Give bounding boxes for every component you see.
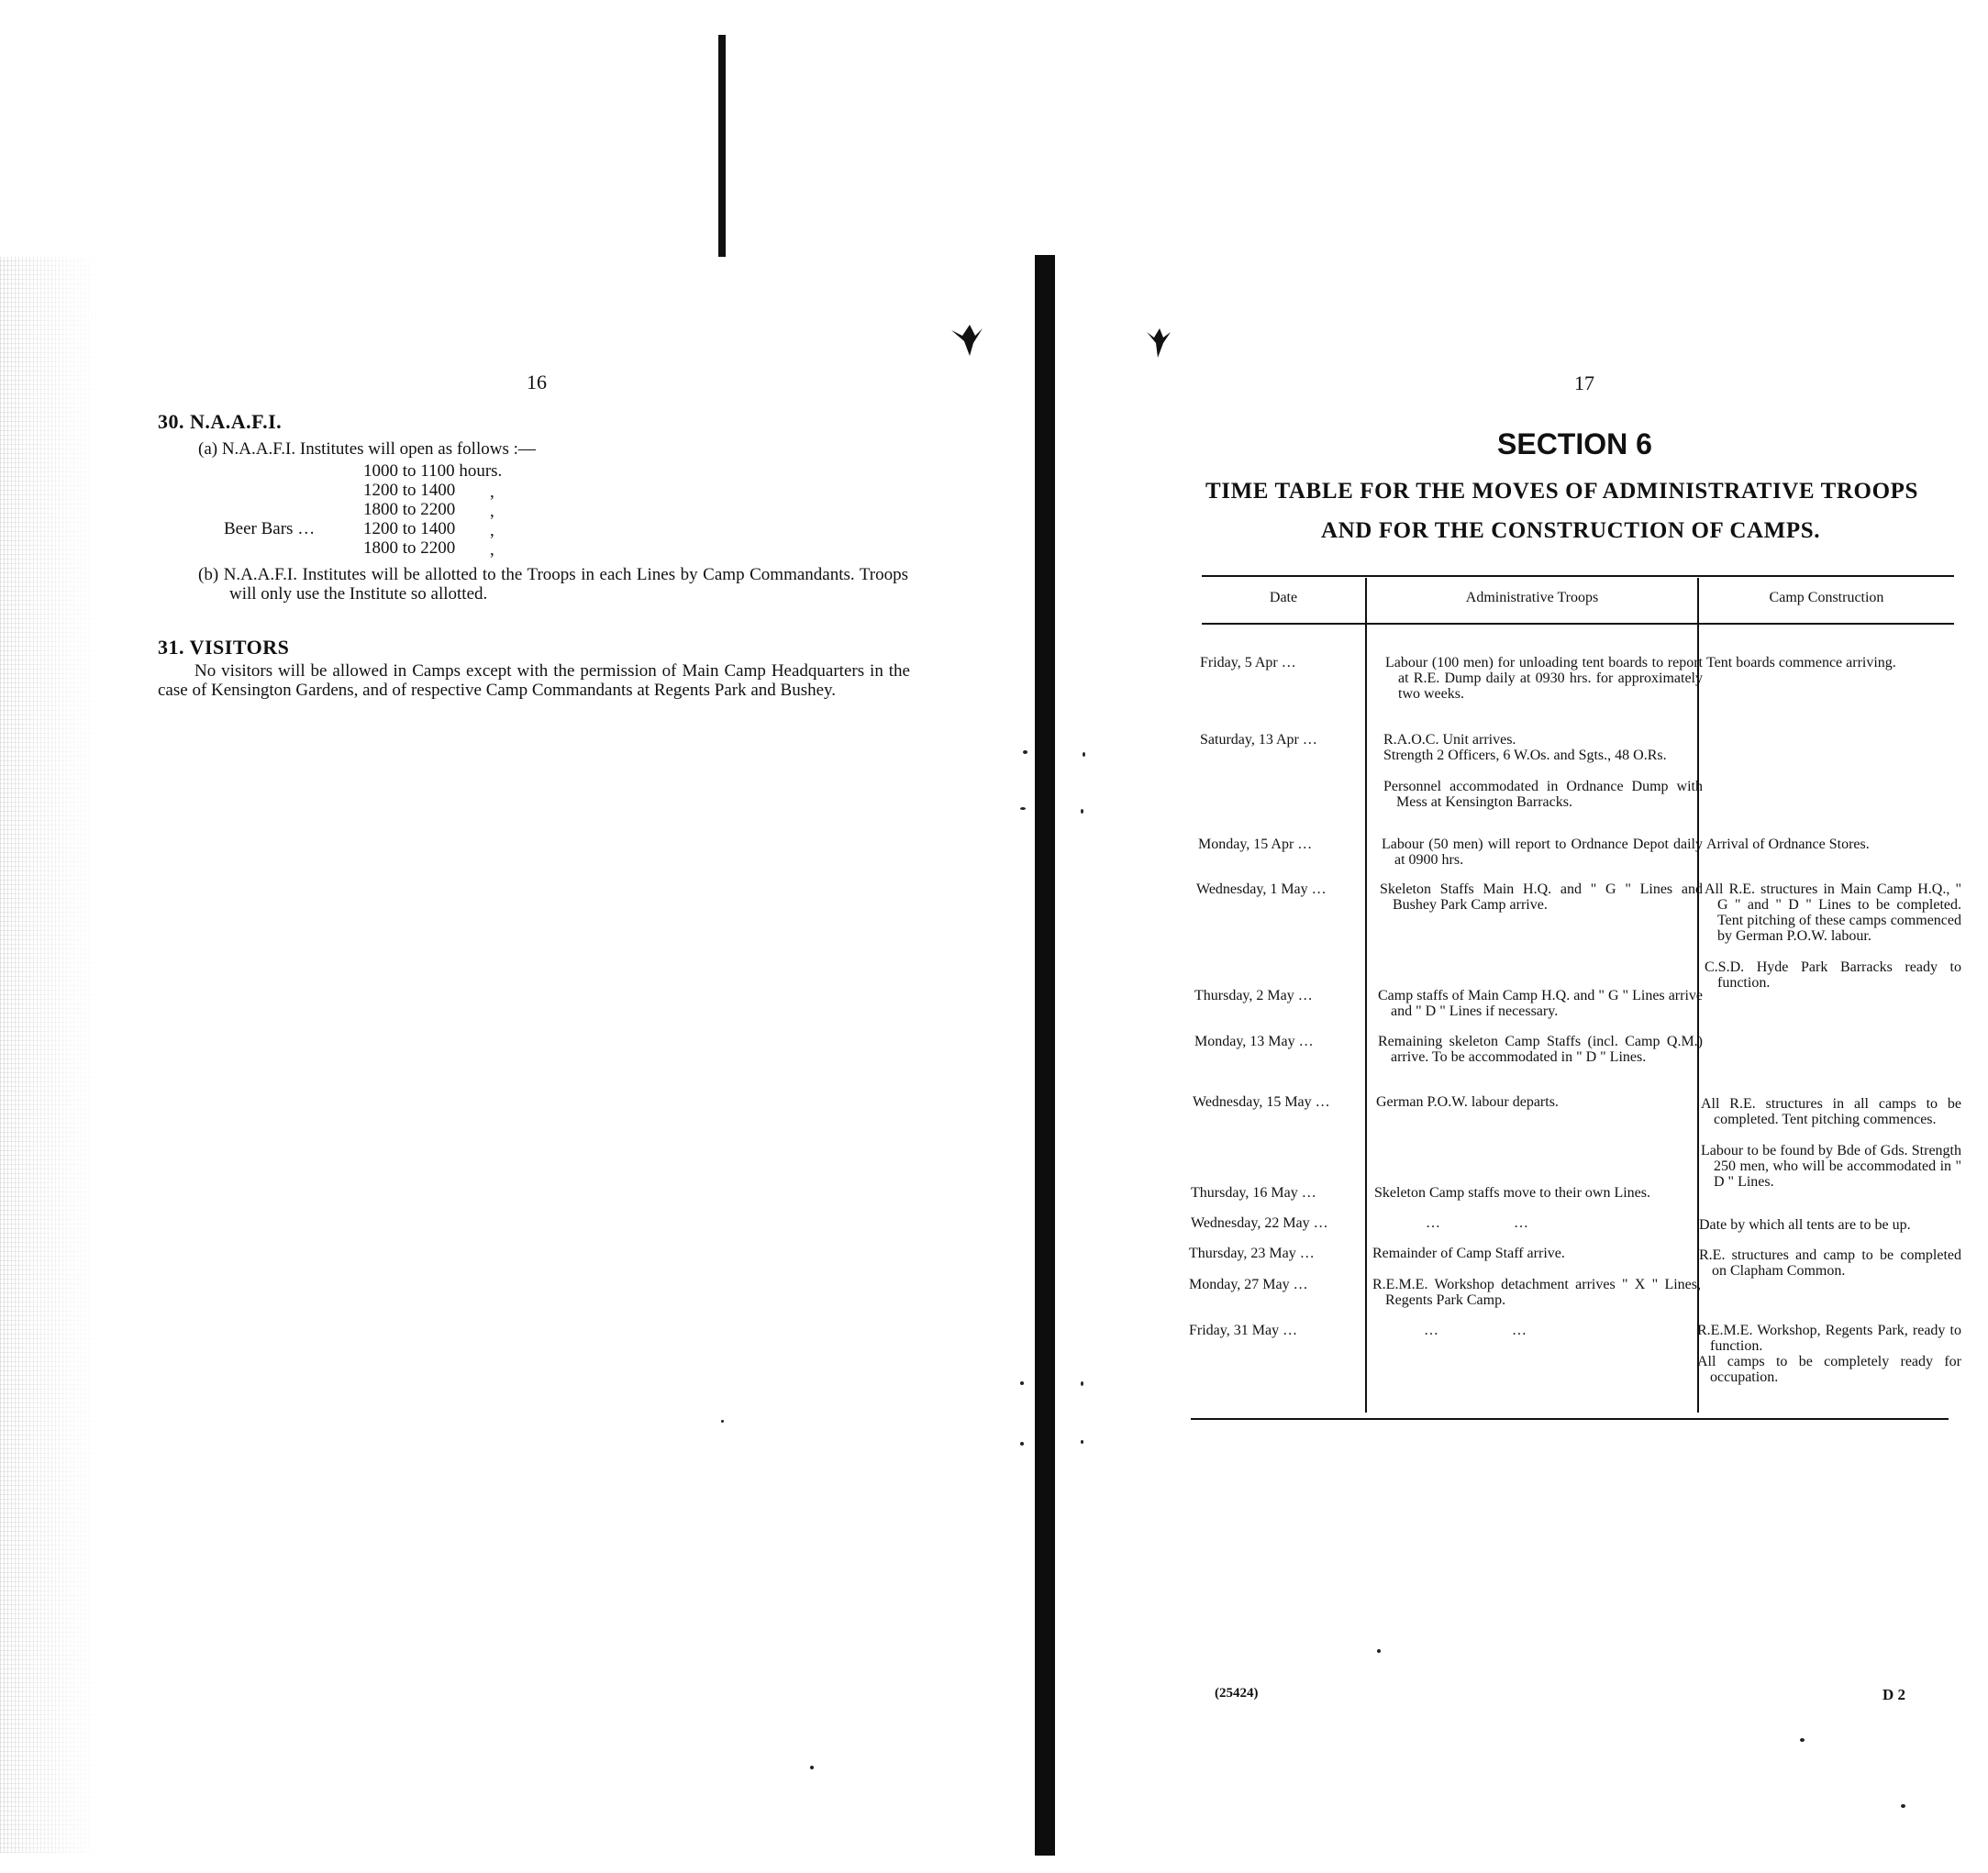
column-header-construction: Camp Construction xyxy=(1769,590,1884,605)
hours-time: 1800 to 2200 xyxy=(363,538,456,558)
scan-speck xyxy=(1020,807,1026,810)
date-cell: Saturday, 13 Apr … xyxy=(1200,732,1317,748)
troops-cell: Strength 2 Officers, 6 W.Os. and Sgts., 48 O.Rs. xyxy=(1383,748,1667,763)
hours-row xyxy=(224,519,554,538)
date-cell: Monday, 27 May … xyxy=(1189,1277,1308,1292)
print-code: (25424) xyxy=(1215,1686,1259,1701)
hours-row xyxy=(224,461,554,481)
naafi-intro: (a) N.A.A.F.I. Institutes will open as follows :— xyxy=(198,439,536,459)
date-cell: Thursday, 23 May … xyxy=(1189,1246,1315,1261)
construction-cell: All camps to be completely ready for occupation. xyxy=(1697,1354,1961,1385)
signature-mark: D 2 xyxy=(1882,1686,1906,1703)
troops-cell: … … xyxy=(1424,1323,1527,1338)
column-header-troops: Administrative Troops xyxy=(1465,590,1599,605)
troops-cell: Labour (100 men) for unloading tent boards to report at R.E. Dump daily at 0930 hrs. for approximately two weeks. xyxy=(1385,655,1703,702)
troops-cell: Camp staffs of Main Camp H.Q. and " G " Lines arrive and " D " Lines if necessary. xyxy=(1378,988,1703,1019)
page-number-left: 16 xyxy=(527,371,547,393)
section-title: SECTION 6 xyxy=(1497,427,1652,460)
binding-clip-icon xyxy=(1145,327,1172,360)
troops-cell: Labour (50 men) will report to Ordnance Depot daily at 0900 hrs. xyxy=(1382,837,1703,868)
construction-cell: R.E. structures and camp to be completed on Clapham Common. xyxy=(1699,1247,1961,1279)
construction-cell: All R.E. structures in all camps to be completed. Tent pitching commences. xyxy=(1701,1096,1961,1127)
ditto-mark: , xyxy=(490,482,494,502)
scan-speck xyxy=(1800,1738,1805,1742)
troops-cell: Personnel accommodated in Ordnance Dump with Mess at Kensington Barracks. xyxy=(1383,779,1703,810)
ditto-mark: , xyxy=(490,521,494,540)
hours-row xyxy=(224,500,554,519)
column-header-date: Date xyxy=(1269,590,1298,605)
hours-time: 1200 to 1400 xyxy=(363,481,456,500)
column-divider xyxy=(1365,578,1367,1413)
date-cell: Thursday, 16 May … xyxy=(1191,1185,1316,1201)
scan-speck xyxy=(1081,1381,1083,1386)
scan-speck xyxy=(1020,1442,1024,1446)
scan-edge-noise xyxy=(0,257,101,1853)
scan-speck xyxy=(810,1766,814,1769)
scan-speck xyxy=(1023,750,1027,754)
construction-cell: C.S.D. Hyde Park Barracks ready to function. xyxy=(1705,959,1961,991)
troops-cell: … … xyxy=(1426,1215,1528,1231)
book-spine xyxy=(1035,255,1055,1856)
scan-speck xyxy=(1020,1381,1024,1385)
table-title-line1: TIME TABLE FOR THE MOVES OF ADMINISTRATIVE TROOPS xyxy=(1205,479,1918,504)
construction-cell: Labour to be found by Bde of Gds. Strength 250 men, who will be accommodated in " D " Lines. xyxy=(1701,1143,1961,1190)
construction-cell: All R.E. structures in Main Camp H.Q., " G " and " D " Lines to be completed. Tent pitching of these camps commenced by German P.O.W. labour. xyxy=(1705,881,1961,944)
visitors-paragraph: No visitors will be allowed in Camps except with the permission of Main Camp Headquarters in the case of Kensington Gardens, and of respective Camp Commandants at Regents Park and Bushey. xyxy=(158,661,910,700)
hours-row xyxy=(224,538,554,558)
date-cell: Friday, 5 Apr … xyxy=(1200,655,1296,671)
hours-row xyxy=(224,481,554,500)
troops-cell: Skeleton Staffs Main H.Q. and " G " Lines and Bushey Park Camp arrive. xyxy=(1380,881,1703,913)
ditto-mark: , xyxy=(490,540,494,560)
troops-cell: German P.O.W. labour departs. xyxy=(1376,1094,1559,1110)
hours-time: 1200 to 1400 xyxy=(363,519,456,538)
construction-cell: Arrival of Ordnance Stores. xyxy=(1706,837,1870,852)
page-number-right: 17 xyxy=(1574,371,1594,394)
visitors-heading: 31. VISITORS xyxy=(158,636,290,659)
date-cell: Monday, 15 Apr … xyxy=(1198,837,1313,852)
date-cell: Thursday, 2 May … xyxy=(1194,988,1313,1003)
naafi-paragraph-b: (b) N.A.A.F.I. Institutes will be allotted to the Troops in each Lines by Camp Commandants. Troops will only use the Institute so allotted. xyxy=(198,565,908,604)
date-cell: Friday, 31 May … xyxy=(1189,1323,1298,1338)
table-bottom-rule xyxy=(1191,1418,1949,1420)
scan-speck xyxy=(1081,1440,1083,1444)
date-cell: Wednesday, 1 May … xyxy=(1196,881,1327,897)
troops-cell: Skeleton Camp staffs move to their own Lines. xyxy=(1374,1185,1650,1201)
date-cell: Monday, 13 May … xyxy=(1194,1034,1314,1049)
table-title-line2: AND FOR THE CONSTRUCTION OF CAMPS. xyxy=(1321,518,1821,543)
hours-time: 1800 to 2200 xyxy=(363,500,456,519)
construction-cell: R.E.M.E. Workshop, Regents Park, ready to function. xyxy=(1697,1323,1961,1354)
binding-clip-icon xyxy=(950,321,984,358)
table-top-rule xyxy=(1202,575,1954,577)
scan-speck xyxy=(721,1420,724,1423)
hours-label: Beer Bars … xyxy=(224,519,316,538)
troops-cell: Remaining skeleton Camp Staffs (incl. Camp Q.M.) arrive. To be accommodated in " D " Lines. xyxy=(1378,1034,1703,1065)
scan-speck xyxy=(1081,809,1083,814)
date-cell: Wednesday, 15 May … xyxy=(1193,1094,1330,1110)
ditto-mark: , xyxy=(490,502,494,521)
troops-cell: R.E.M.E. Workshop detachment arrives " X " Lines, Regents Park Camp. xyxy=(1372,1277,1701,1308)
table-header-rule xyxy=(1202,623,1954,625)
scan-speck xyxy=(1083,752,1085,757)
hours-time: 1000 to 1100 hours. xyxy=(363,461,503,481)
scan-speck xyxy=(1377,1649,1381,1653)
troops-cell: Remainder of Camp Staff arrive. xyxy=(1372,1246,1565,1261)
scan-artifact-bar xyxy=(718,35,726,257)
date-cell: Wednesday, 22 May … xyxy=(1191,1215,1328,1231)
construction-cell: Tent boards commence arriving. xyxy=(1706,655,1896,671)
naafi-heading: 30. N.A.A.F.I. xyxy=(158,410,283,433)
scan-speck xyxy=(1901,1804,1905,1808)
construction-cell: Date by which all tents are to be up. xyxy=(1699,1217,1911,1233)
naafi-hours-list xyxy=(224,461,554,558)
troops-cell: R.A.O.C. Unit arrives. xyxy=(1383,732,1516,748)
